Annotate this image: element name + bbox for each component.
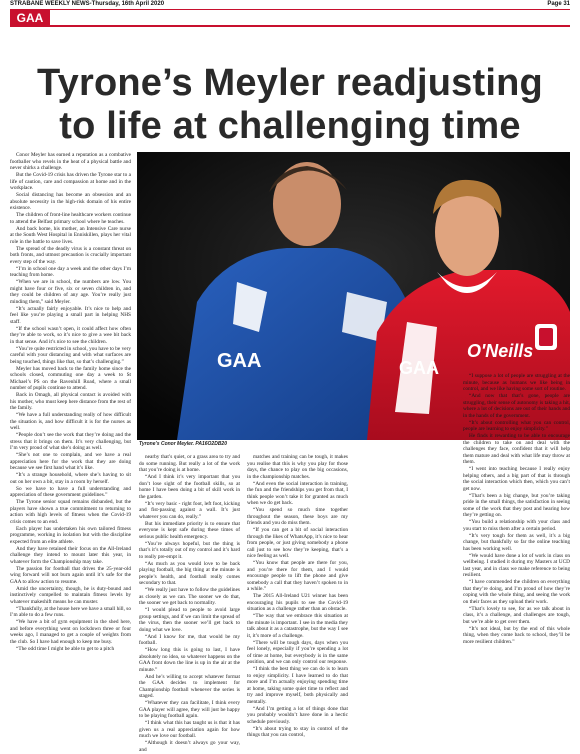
article-paragraph: And they have retained their focus on the All-Ireland challenge they intend to mount later this year, in whatever form the Championship may take. <box>10 545 131 565</box>
article-paragraph: “If you can get a bit of social interaction through the likes of WhatsApp, it’s nice to hear from people, or just giving somebody a phone call just to see how they’re keeping, that’s a nice feeling as well. <box>247 527 348 559</box>
article-paragraph: Conor Meyler has earned a reputation as a combative footballer who revels in the heat of a physical battle and never shirks a challenge. <box>10 152 131 171</box>
article-paragraph: matches and training can be tough, it makes you realise that this is why you play for those days, the chance to play on the big occasions, in the championship matches. <box>247 454 348 480</box>
article-paragraph: “It’s a strange household, where she’s having to sit out on her own a bit, stay in a room by herself. <box>10 472 131 485</box>
article-column-1 <box>10 152 131 653</box>
article-column-4 <box>463 373 570 646</box>
article-paragraph: “I have commended the children on everything that they’re doing, and I’m proud of how they’re coping with the whole thing, and seeing the work on their faces as they upload their work. <box>463 579 570 605</box>
article-paragraph: “Whatever they can facilitate, I think every GAA player will agree, they will just be happy to be playing football again. <box>139 700 240 719</box>
article-paragraph: He finds it rewarding to be able to encourage the children to take on and deal with the challenges they face, confident that it will help them mature and deal with what life may throw at them. <box>463 433 570 465</box>
article-paragraph: The passion for football that drives the 25-year-old wing forward will not burn again until it’s safe for the GAA to allow action to resume. <box>10 565 131 585</box>
article-paragraph: “I went into teaching because I really enjoy helping others, and a big part of that is through the social interaction which then, which you can’t get now. <box>463 466 570 492</box>
article-paragraph: The spread of the deadly virus is a constant threat on both fronts, and utmost precaution is crucially important every step of the way. <box>10 245 131 265</box>
article-paragraph: “As much as you would love to be back playing football, the big thing at the minute is people’s health, and football really comes secondary to that. <box>139 560 240 586</box>
article-paragraph: “And I know for me, that would be my football. <box>139 633 240 646</box>
article-paragraph: The 2015 All-Ireland U21 winner has been encouraging his pupils to see the Covid-19 situation as a challenge rather than an obstacle. <box>247 593 348 612</box>
photo-caption: Tyrone’s Conor Meyler. PA16O2DB20 <box>139 441 227 447</box>
article-paragraph: nearby that’s quiet, or a grass area to try and do some running. But really a lot of the work that you’re doing is at home. <box>139 454 240 473</box>
article-paragraph: “You build a relationship with your class and you start to miss them after a certain period. <box>463 519 570 532</box>
article-paragraph: “You spend so much time together throughout the season, these boys are my friends and you do miss them. <box>247 507 348 526</box>
jersey-sponsor-text: O'Neills <box>467 341 534 361</box>
article-paragraph: “You’re always hopeful, but the thing is that’s it’s totally out of my control and it’s hard to really pre-empt it. <box>139 540 240 560</box>
article-paragraph: The children of front-line healthcare workers continue to attend the Belfast primary school where he teaches. <box>10 212 132 225</box>
masthead <box>0 0 580 11</box>
article-paragraph: “She’s not one to complain, and we have a real appreciation here for the work that they are doing because we see first hand what it’s like. <box>10 452 131 471</box>
article-paragraph: “It’s not ideal, but by the end of this whole thing, when they come back to school, they’ll be more resilient children.” <box>463 625 570 645</box>
headline <box>10 62 570 148</box>
headline-line-2: to life at challenging time <box>59 105 521 147</box>
article-paragraph: “It’s very basic - right foot, left foot, kicking and fist-passing against a wall. It’s just whatever you can do, really.” <box>139 500 240 520</box>
article-paragraph: “We really just have to follow the guidelines as closely as we can. The sooner we do that, the sooner we get back to normality. <box>139 587 240 606</box>
article-paragraph: Amid the uncertainty, though, he is duty-bound and instinctively compelled to maintain fitness levels by whatever makeshift means he can muster. <box>10 585 131 605</box>
article-paragraph: “That’s been a big change, but you’re taking pride in the small things, the satisfaction in seeing some of the work that they post and hearing how they’re getting on. <box>463 492 570 518</box>
article-paragraph: “Thankfully, at the house here we have a small hill, so I’m able to do a few runs. <box>10 605 131 618</box>
article-paragraph: “I suppose a lot of people are struggling at the minute, because as humans we like being in control, and we like having some sort of routine. <box>463 373 570 392</box>
article-paragraph: “We have a bit of gym equipment in the shed here, and before everything went on lockdown three or four weeks ago, I managed to get a couple of weights from the club. So I have had enough to keep me busy. <box>10 619 131 645</box>
article-paragraph: But his immediate priority is to ensure that everyone is kept safe during these times of serious public health emergency. <box>139 520 240 540</box>
article-paragraph: Social distancing has become an obsession and an absolute necessity in the high-risk domain of his entire existence. <box>10 192 131 211</box>
article-paragraph: “Although it doesn’t always go your way, and <box>139 740 240 753</box>
section-rule <box>50 25 570 27</box>
article-paragraph: Each player has undertaken his own tailored fitness programme, working in isolation but with the discipline expected from an elite athlete. <box>10 525 131 545</box>
article-paragraph: “The way that we embrace this situation at the minute is important. I see in the media they talk about it as a catastrophe, but the way I see it, it’s more of a challenge. <box>247 613 348 639</box>
headline-line-1: Tyrone’s Meyler readjusting <box>37 62 543 104</box>
article-paragraph: “There will be tough days, days when you feel lonely, especially if you’re spending a lot of time at home, but everybody is in the same position, and we can only control our response. <box>247 639 348 665</box>
article-column-2 <box>139 454 240 754</box>
article-paragraph: Back in Omagh, all physical contact is avoided with his mother, who must keep here distance from the rest of the family. <box>10 392 131 411</box>
article-paragraph: “And even the social interaction in training, the fun and the friendships you get from that, I think people won’t take it for granted as much when we do get back. <box>247 480 348 506</box>
article-paragraph: “People don’t see the work that they’re doing and the stress that it brings on them. It’s very challenging, but I’m very proud of what she’s doing as well. <box>10 432 131 451</box>
article-paragraph: “If the school wasn’t open, it could affect how often they’re able to work, so it’s nice to give a wee bit back in that sense. And it’s nice to see the children. <box>10 325 131 345</box>
article-paragraph: The Tyrone senior squad remains disbanded, but the players have shown a true commitment to returning to action with high levels of fitness when the Covid-19 crisis comes to an end. <box>10 499 131 525</box>
masthead-publication: STRABANE WEEKLY NEWS-Thursday, 16th April 2020 <box>10 1 165 7</box>
article-paragraph: “It’s very tough for them as well, it’s a big change, but thankfully so far the online teaching has been working well. <box>463 532 570 552</box>
article-column-3 <box>247 454 348 739</box>
article-paragraph: “It’s about controlling what you can control, people are learning to enjoy simplicity.” <box>463 419 570 432</box>
article-paragraph: “When we are in school, the numbers are low. You might have four or five, six or seven children in, and they could be children of any age. You’re really just minding them,” said Meyler. <box>10 279 131 305</box>
article-paragraph: “How long this is going to last, I have absolutely no idea, so whatever happens on the GAA front down the line is up in the air at the minute.” <box>139 647 240 673</box>
article-paragraph: “It’s actually fairly enjoyable. It’s nice to help and feel like you’re playing a small part in helping NHS staff. <box>10 305 131 325</box>
article-paragraph: “The odd time I might be able to get to a pitch <box>16 645 115 652</box>
article-paragraph: “That’s lovely to see, for as we talk about in class, it’s a challenge, and challenges are tough, but we’re able to get over them. <box>463 605 570 625</box>
article-paragraph: “You’re quite restricted in school, you have to be very careful with your distancing and with what surfaces are being touched, things like that, so that’s challenging.” <box>10 345 131 365</box>
article-paragraph: “You know that people are there for you, and you’re there for them, and I would encourage people to lift the phone and give somebody a call that they haven’t spoken to in a while.” <box>247 560 348 592</box>
article-paragraph: “We would have done a lot of work in class on wellbeing. I studied it during my Masters at UCD last year, and in class we make reference to being resilient. <box>463 552 570 578</box>
article-paragraph: “I’m in school one day a week and the other days I’m teaching from home. <box>10 265 131 278</box>
article-paragraph: And he’s willing to accept whatever format the GAA decides to implement for Championship football whenever the series is staged. <box>139 673 240 699</box>
article-paragraph: “We have a full understanding really of how difficult the situation is, and how difficult it is for the nurses as well. <box>10 412 131 431</box>
article-paragraph: “And now that that’s gone, people are struggling, their sense of autonomy is taking a hit, where a lot of decisions are out of their hands and in the hands of the government. <box>463 393 570 419</box>
article-paragraph: And back home, his mother, an Intensive Care nurse at the South West Hospital in Enniskillen, plays her vital role in the battle to save lives. <box>10 225 131 245</box>
masthead-rule <box>10 9 570 10</box>
article-paragraph: “And I think it’s very important that you don’t lose sight of the football skills, so at home I have been doing a bit of skill work in the garden. <box>139 474 240 500</box>
article-paragraph: “It’s about trying to stay in control of the things that you can control, <box>247 725 348 738</box>
article-paragraph: So we have to have a full understanding and appreciation of these government guidelines.” <box>10 485 131 498</box>
masthead-page-number: Page 31 <box>547 1 570 7</box>
opponent-crest-text: GAA <box>217 350 262 372</box>
article-paragraph: “And I’m getting a lot of things done that you probably wouldn’t have done in a hectic schedule previously. <box>247 705 348 725</box>
article-paragraph: Meyler has moved back to the family home since the schools closed, commuting one day a week to St Michael’s PS on the Ravenhill Road, where a small number of pupils continue to attend. <box>10 365 131 391</box>
tyrone-crest-text: GAA <box>399 358 439 378</box>
article-paragraph: “I think what this has taught us is that it has given us a real appreciation again for how much we love our football. <box>139 720 240 739</box>
article-paragraph: “I think the best thing we can do is to learn to enjoy simplicity. I have learned to do that more and I’m actually enjoying spending time at home, taking some quiet time to reflect and try and improve myself, both physically and mentally. <box>247 666 348 705</box>
article-paragraph: “I would plead to people to avoid large group settings, and if we can limit the spread of the virus, then the sooner we’ll get back to doing what we love. <box>139 607 240 633</box>
section-tag: GAA <box>10 10 50 27</box>
article-paragraph: But the Covid-19 crisis has driven the Tyrone star to a life of caution, care and compassion at home and in the workplace. <box>10 172 131 191</box>
